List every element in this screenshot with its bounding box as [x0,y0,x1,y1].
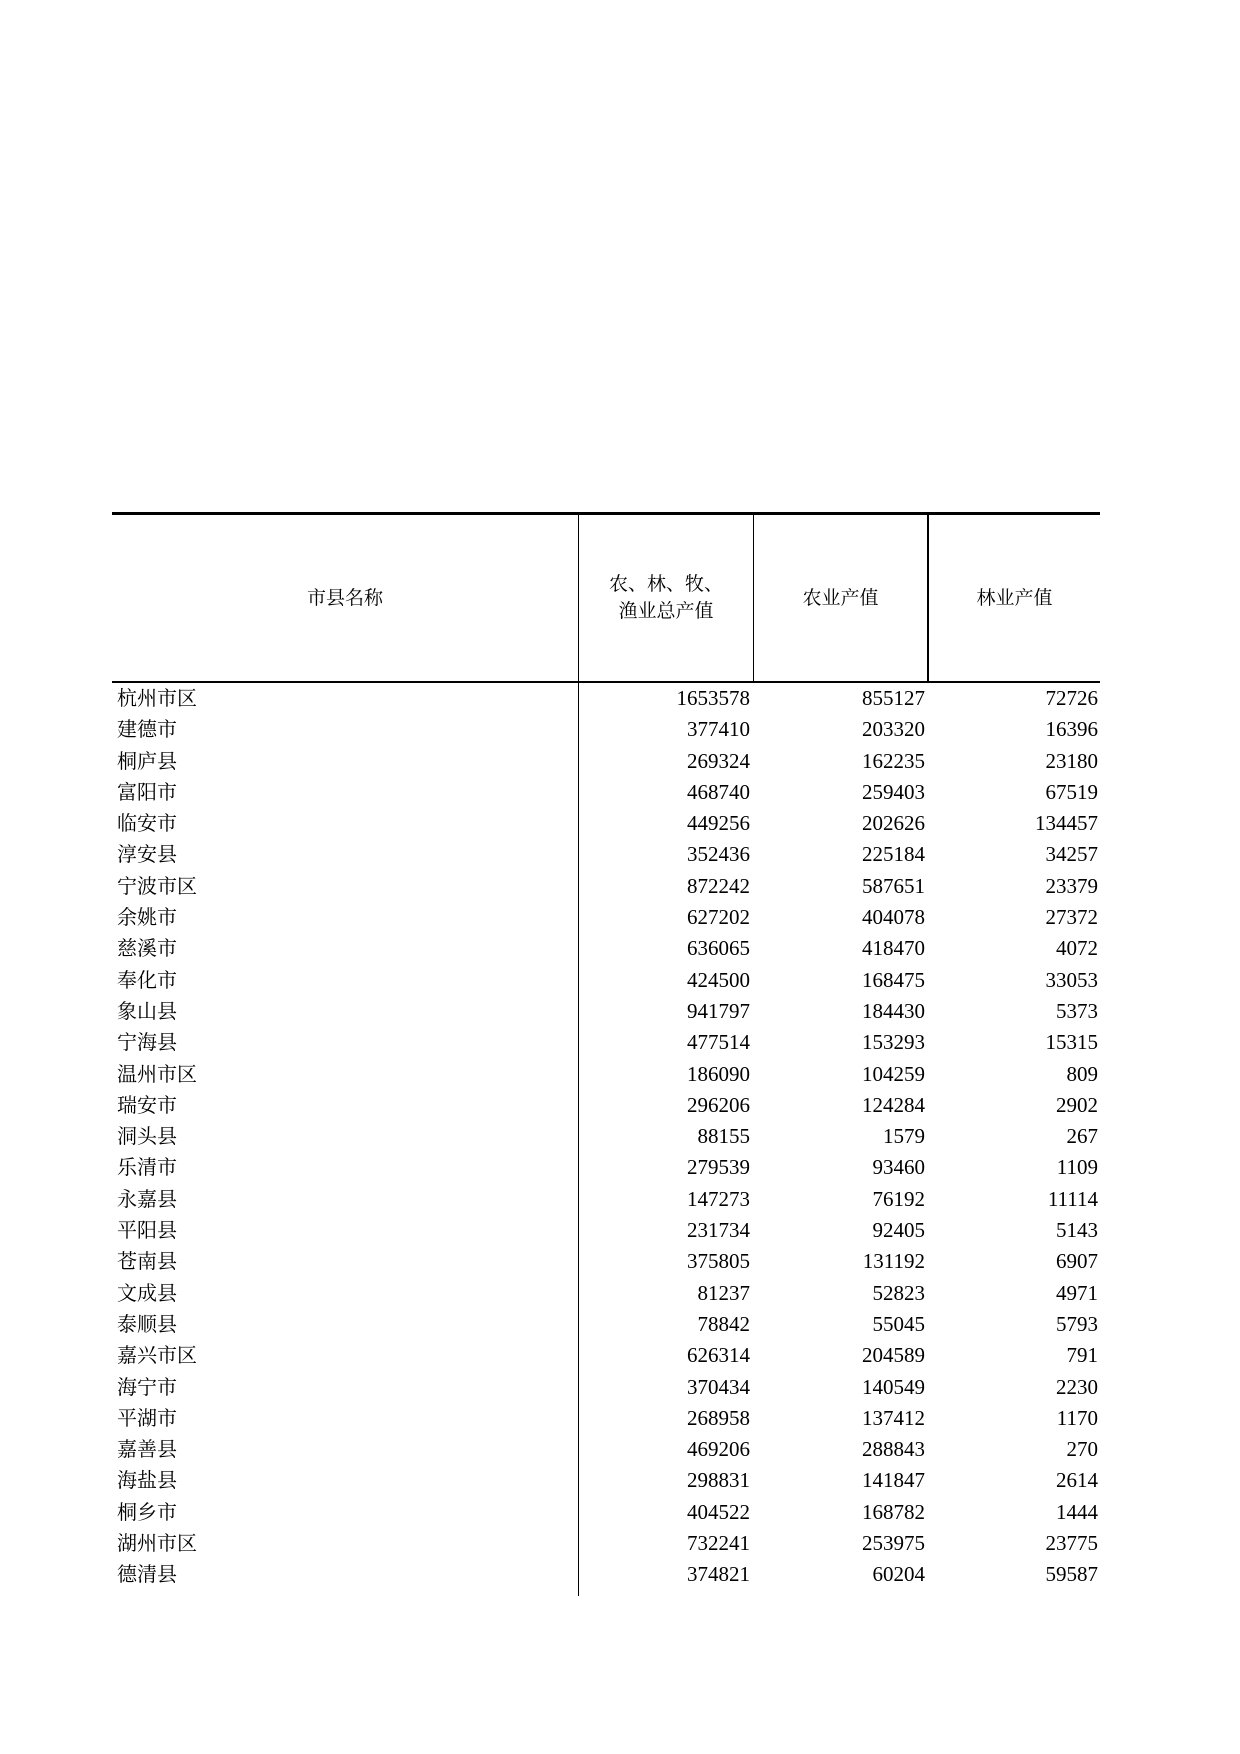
table-row [112,1090,1100,1121]
cell-agriculture: 60204 [872,1562,925,1587]
cell-total-output: 424500 [687,967,750,992]
cell-total-output: 941797 [687,998,750,1023]
cell-total-output: 296206 [687,1092,750,1117]
table-row [112,1403,1100,1434]
row-name: 杭州市区 [117,686,197,710]
cell-forestry: 5373 [1056,998,1098,1023]
table-row [112,1559,1100,1590]
row-name: 海盐县 [117,1468,177,1493]
cell-total-output: 147273 [687,1186,750,1211]
table-row [112,746,1100,777]
cell-total-output: 88155 [697,1124,750,1149]
row-name: 嘉兴市区 [117,1343,197,1368]
cell-forestry: 2614 [1056,1468,1098,1493]
cell-forestry: 34257 [1045,842,1098,867]
cell-forestry: 11114 [1047,1186,1098,1211]
table-row [112,1278,1100,1309]
header-total-output [579,515,753,681]
cell-agriculture: 225184 [862,842,925,867]
row-name: 宁波市区 [117,873,197,898]
cell-forestry: 27372 [1045,905,1098,930]
cell-agriculture: 259403 [862,779,925,804]
table-row [112,1465,1100,1496]
cell-forestry: 59587 [1045,1562,1098,1587]
cell-total-output: 231734 [687,1218,750,1243]
table-row [112,1434,1100,1465]
cell-agriculture: 141847 [862,1468,925,1493]
cell-total-output: 469206 [687,1437,750,1462]
cell-total-output: 468740 [687,779,750,804]
cell-forestry: 1444 [1056,1499,1098,1524]
header-forestry: 林业产值 [976,586,1053,609]
cell-agriculture: 168782 [862,1499,925,1524]
cell-forestry: 270 [1066,1437,1098,1462]
cell-forestry: 2902 [1056,1092,1098,1117]
cell-forestry: 23180 [1045,748,1098,773]
row-name: 建德市 [117,717,177,742]
cell-forestry: 809 [1066,1061,1098,1086]
cell-agriculture: 104259 [862,1061,925,1086]
cell-agriculture: 203320 [862,717,925,742]
table-body [112,683,1100,1591]
cell-forestry: 6907 [1056,1249,1098,1274]
cell-agriculture: 404078 [862,905,925,930]
cell-agriculture: 253975 [862,1531,925,1556]
row-name: 平湖市 [117,1405,177,1430]
row-name: 乐清市 [117,1155,177,1180]
row-name: 苍南县 [117,1249,177,1274]
cell-agriculture: 124284 [862,1092,925,1117]
cell-total-output: 78842 [697,1311,750,1336]
cell-agriculture: 168475 [862,967,925,992]
cell-agriculture: 162235 [862,748,925,773]
header-agriculture: 农业产值 [802,586,879,609]
cell-total-output: 626314 [687,1343,750,1368]
row-name: 慈溪市 [117,936,177,961]
cell-total-output: 352436 [687,842,750,867]
table-row [112,1184,1100,1215]
cell-agriculture: 137412 [862,1405,925,1430]
row-name: 奉化市 [117,967,177,992]
row-name: 湖州市区 [117,1531,197,1556]
cell-agriculture: 1579 [883,1124,925,1149]
row-name: 桐庐县 [117,748,177,773]
row-name: 洞头县 [117,1124,177,1149]
cell-forestry: 16396 [1045,717,1098,742]
cell-forestry: 791 [1066,1343,1098,1368]
cell-agriculture: 204589 [862,1343,925,1368]
cell-agriculture: 288843 [862,1437,925,1462]
table-row [112,1372,1100,1403]
row-name: 永嘉县 [117,1186,177,1211]
row-name: 富阳市 [117,779,177,804]
row-name: 嘉善县 [117,1437,177,1462]
cell-agriculture: 92405 [872,1218,925,1243]
cell-total-output: 370434 [687,1374,750,1399]
table-row [112,1497,1100,1528]
cell-total-output: 268958 [687,1405,750,1430]
cell-total-output: 81237 [697,1280,750,1305]
row-name: 宁海县 [117,1030,177,1055]
header-total-line2: 渔业总产值 [618,600,714,622]
row-name: 淳安县 [117,842,177,867]
row-name: 象山县 [117,998,177,1023]
cell-agriculture: 76192 [872,1186,925,1211]
cell-agriculture: 184430 [862,998,925,1023]
cell-agriculture: 55045 [872,1311,925,1336]
cell-forestry: 4072 [1056,936,1098,961]
cell-forestry: 33053 [1045,967,1098,992]
data-table [112,512,1100,1596]
row-name: 瑞安市 [117,1092,177,1117]
cell-agriculture: 202626 [862,811,925,836]
cell-total-output: 872242 [687,873,750,898]
row-name: 桐乡市 [117,1499,177,1524]
cell-total-output: 477514 [687,1030,750,1055]
table-row [112,933,1100,964]
table-row [112,777,1100,808]
cell-agriculture: 131192 [862,1249,925,1274]
table-row [112,839,1100,870]
row-name: 德清县 [117,1562,177,1587]
table-row [112,1309,1100,1340]
header-name: 市县名称 [306,586,383,609]
cell-agriculture: 855127 [862,686,925,710]
row-name: 文成县 [117,1280,177,1305]
cell-agriculture: 52823 [872,1280,925,1305]
cell-forestry: 15315 [1045,1030,1098,1055]
table-row [112,902,1100,933]
cell-agriculture: 587651 [862,873,925,898]
table-row [112,1340,1100,1371]
row-name: 温州市区 [117,1061,197,1086]
row-name: 平阳县 [117,1218,177,1243]
cell-total-output: 269324 [687,748,750,773]
table-row [112,1027,1100,1058]
cell-forestry: 72726 [1045,686,1098,710]
cell-total-output: 377410 [687,717,750,742]
cell-agriculture: 140549 [862,1374,925,1399]
cell-forestry: 1109 [1056,1155,1098,1180]
cell-total-output: 404522 [687,1499,750,1524]
table-row [112,1246,1100,1277]
header-total-line1: 农、林、牧、 [608,573,723,595]
table-row [112,1215,1100,1246]
cell-forestry: 5793 [1056,1311,1098,1336]
cell-forestry: 1170 [1056,1405,1098,1430]
table-row [112,808,1100,839]
row-name: 余姚市 [117,905,177,930]
cell-total-output: 186090 [687,1061,750,1086]
cell-forestry: 2230 [1056,1374,1098,1399]
table-row [112,965,1100,996]
cell-agriculture: 153293 [862,1030,925,1055]
cell-forestry: 23775 [1045,1531,1098,1556]
table-row [112,683,1100,714]
cell-agriculture: 93460 [872,1155,925,1180]
cell-forestry: 267 [1066,1124,1098,1149]
cell-forestry: 23379 [1045,873,1098,898]
table-row [112,1121,1100,1152]
table-row [112,1059,1100,1090]
row-name: 临安市 [117,811,177,836]
cell-total-output: 627202 [687,905,750,930]
table-row [112,871,1100,902]
cell-total-output: 298831 [687,1468,750,1493]
cell-forestry: 134457 [1035,811,1098,836]
cell-total-output: 1653578 [676,686,750,710]
table-row [112,1152,1100,1183]
cell-total-output: 279539 [687,1155,750,1180]
cell-total-output: 449256 [687,811,750,836]
table-row [112,996,1100,1027]
row-name: 海宁市 [117,1374,177,1399]
cell-agriculture: 418470 [862,936,925,961]
row-name: 泰顺县 [117,1311,177,1336]
cell-forestry: 4971 [1056,1280,1098,1305]
cell-total-output: 375805 [687,1249,750,1274]
cell-forestry: 5143 [1056,1218,1098,1243]
cell-forestry: 67519 [1045,779,1098,804]
cell-total-output: 374821 [687,1562,750,1587]
table-row [112,714,1100,745]
table-row [112,1528,1100,1559]
cell-total-output: 636065 [687,936,750,961]
cell-total-output: 732241 [687,1531,750,1556]
